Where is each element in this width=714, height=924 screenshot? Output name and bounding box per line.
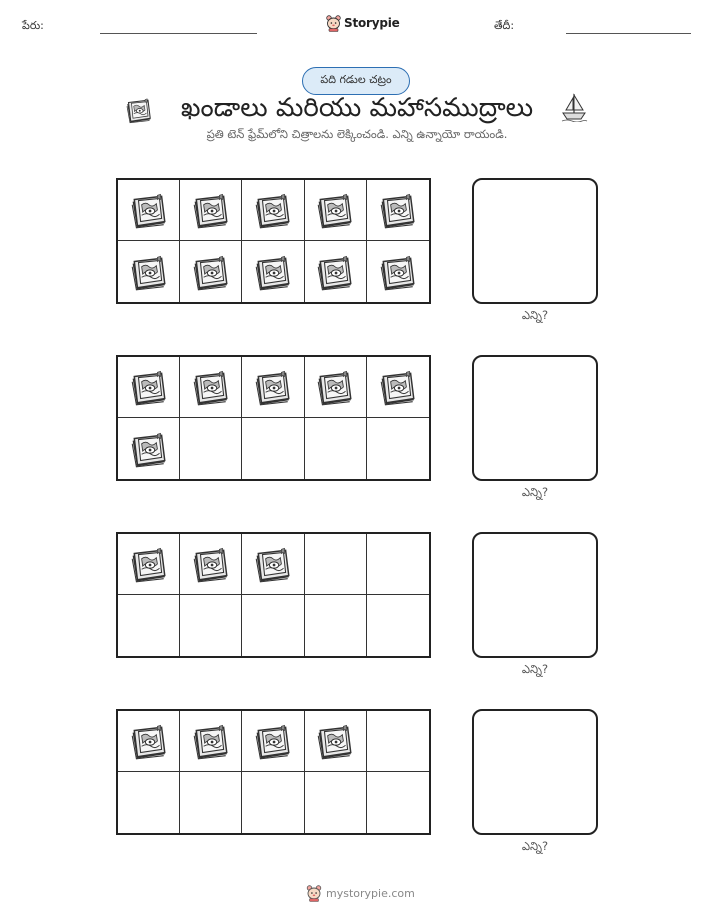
ten-frame xyxy=(116,709,431,835)
map-book-icon xyxy=(190,543,232,585)
how-many-label: ఎన్ని? xyxy=(521,485,549,499)
ten-frame-cell xyxy=(180,595,242,656)
map-book-icon xyxy=(128,428,170,470)
ten-frame-cell xyxy=(180,180,242,241)
ten-frame-cell xyxy=(305,534,367,595)
map-book-icon xyxy=(252,251,294,293)
ten-frame-cell xyxy=(305,595,367,656)
ten-frame xyxy=(116,178,431,304)
map-book-icon xyxy=(190,366,232,408)
map-book-icon xyxy=(314,720,356,762)
answer-box[interactable] xyxy=(472,709,598,835)
ten-frame-cell xyxy=(180,418,242,479)
map-book-icon xyxy=(124,95,154,129)
map-book-icon xyxy=(252,366,294,408)
map-book-icon xyxy=(377,251,419,293)
map-book-icon xyxy=(252,543,294,585)
ten-frame-cell xyxy=(118,180,180,241)
ten-frame-cell xyxy=(305,180,367,241)
map-book-icon xyxy=(128,189,170,231)
ten-frame-cell xyxy=(180,711,242,772)
ten-frame-cell xyxy=(118,418,180,479)
map-book-icon xyxy=(252,189,294,231)
ten-frame-cell xyxy=(242,418,304,479)
ten-frame-cell xyxy=(180,534,242,595)
ten-frame-cell xyxy=(118,534,180,595)
ten-frame-cell xyxy=(367,180,429,241)
how-many-label: ఎన్ని? xyxy=(521,308,549,322)
map-book-icon xyxy=(377,189,419,231)
ten-frame-cell xyxy=(118,711,180,772)
map-book-icon xyxy=(128,251,170,293)
ten-frame-cell xyxy=(242,595,304,656)
ten-frame-cell xyxy=(367,241,429,302)
ten-frame-cell xyxy=(305,357,367,418)
ten-frame-cell xyxy=(367,357,429,418)
ten-frame-cell xyxy=(180,357,242,418)
ten-frame-cell xyxy=(180,241,242,302)
worksheet-title: ఖండాలు మరియు మహాసముద్రాలు xyxy=(180,93,534,123)
ten-frame xyxy=(116,355,431,481)
ten-frame-cell xyxy=(367,534,429,595)
ten-frame-cell xyxy=(305,418,367,479)
answer-box[interactable] xyxy=(472,355,598,481)
ten-frame-cell xyxy=(118,357,180,418)
answer-box[interactable] xyxy=(472,178,598,304)
ten-frame-cell xyxy=(180,772,242,833)
ten-frame-cell xyxy=(242,711,304,772)
instructions: ప్రతి టెన్ ఫ్రేమ్‌లోని చిత్రాలను లెక్కించండి. ఎన్ని ఉన్నాయో రాయండి. xyxy=(206,127,508,141)
date-label: తేదీ: xyxy=(494,19,515,32)
ten-frame-cell xyxy=(118,241,180,302)
ten-frame-cell xyxy=(305,772,367,833)
header-row xyxy=(0,0,714,40)
map-book-icon xyxy=(128,366,170,408)
map-book-icon xyxy=(314,251,356,293)
ten-frame-cell xyxy=(242,772,304,833)
map-book-icon xyxy=(377,366,419,408)
map-book-icon xyxy=(314,189,356,231)
date-line[interactable] xyxy=(566,33,691,34)
ten-frame-cell xyxy=(367,595,429,656)
ten-frame-cell xyxy=(305,711,367,772)
how-many-label: ఎన్ని? xyxy=(521,662,549,676)
ten-frame xyxy=(116,532,431,658)
brand-name: Storypie xyxy=(344,16,400,30)
sailboat-icon xyxy=(560,92,588,126)
name-line[interactable] xyxy=(100,33,257,34)
ten-frame-cell xyxy=(367,772,429,833)
answer-box[interactable] xyxy=(472,532,598,658)
ten-frame-cell xyxy=(118,772,180,833)
ten-frame-cell xyxy=(242,180,304,241)
map-book-icon xyxy=(128,543,170,585)
map-book-icon xyxy=(252,720,294,762)
storypie-mascot-icon xyxy=(306,885,322,902)
footer xyxy=(306,885,415,902)
worksheet-type-badge: పది గడుల చట్రం xyxy=(302,67,410,95)
brand-logo xyxy=(326,13,400,33)
ten-frame-cell xyxy=(118,595,180,656)
name-label: పేరు: xyxy=(22,19,44,32)
map-book-icon xyxy=(128,720,170,762)
ten-frame-cell xyxy=(367,418,429,479)
ten-frame-cell xyxy=(305,241,367,302)
storypie-mascot-icon xyxy=(326,15,341,32)
ten-frame-cell xyxy=(367,711,429,772)
map-book-icon xyxy=(190,189,232,231)
ten-frame-cell xyxy=(242,241,304,302)
ten-frame-cell xyxy=(242,534,304,595)
how-many-label: ఎన్ని? xyxy=(521,839,549,853)
ten-frame-cell xyxy=(242,357,304,418)
map-book-icon xyxy=(314,366,356,408)
footer-url: mystorypie.com xyxy=(326,887,415,900)
map-book-icon xyxy=(190,251,232,293)
map-book-icon xyxy=(190,720,232,762)
